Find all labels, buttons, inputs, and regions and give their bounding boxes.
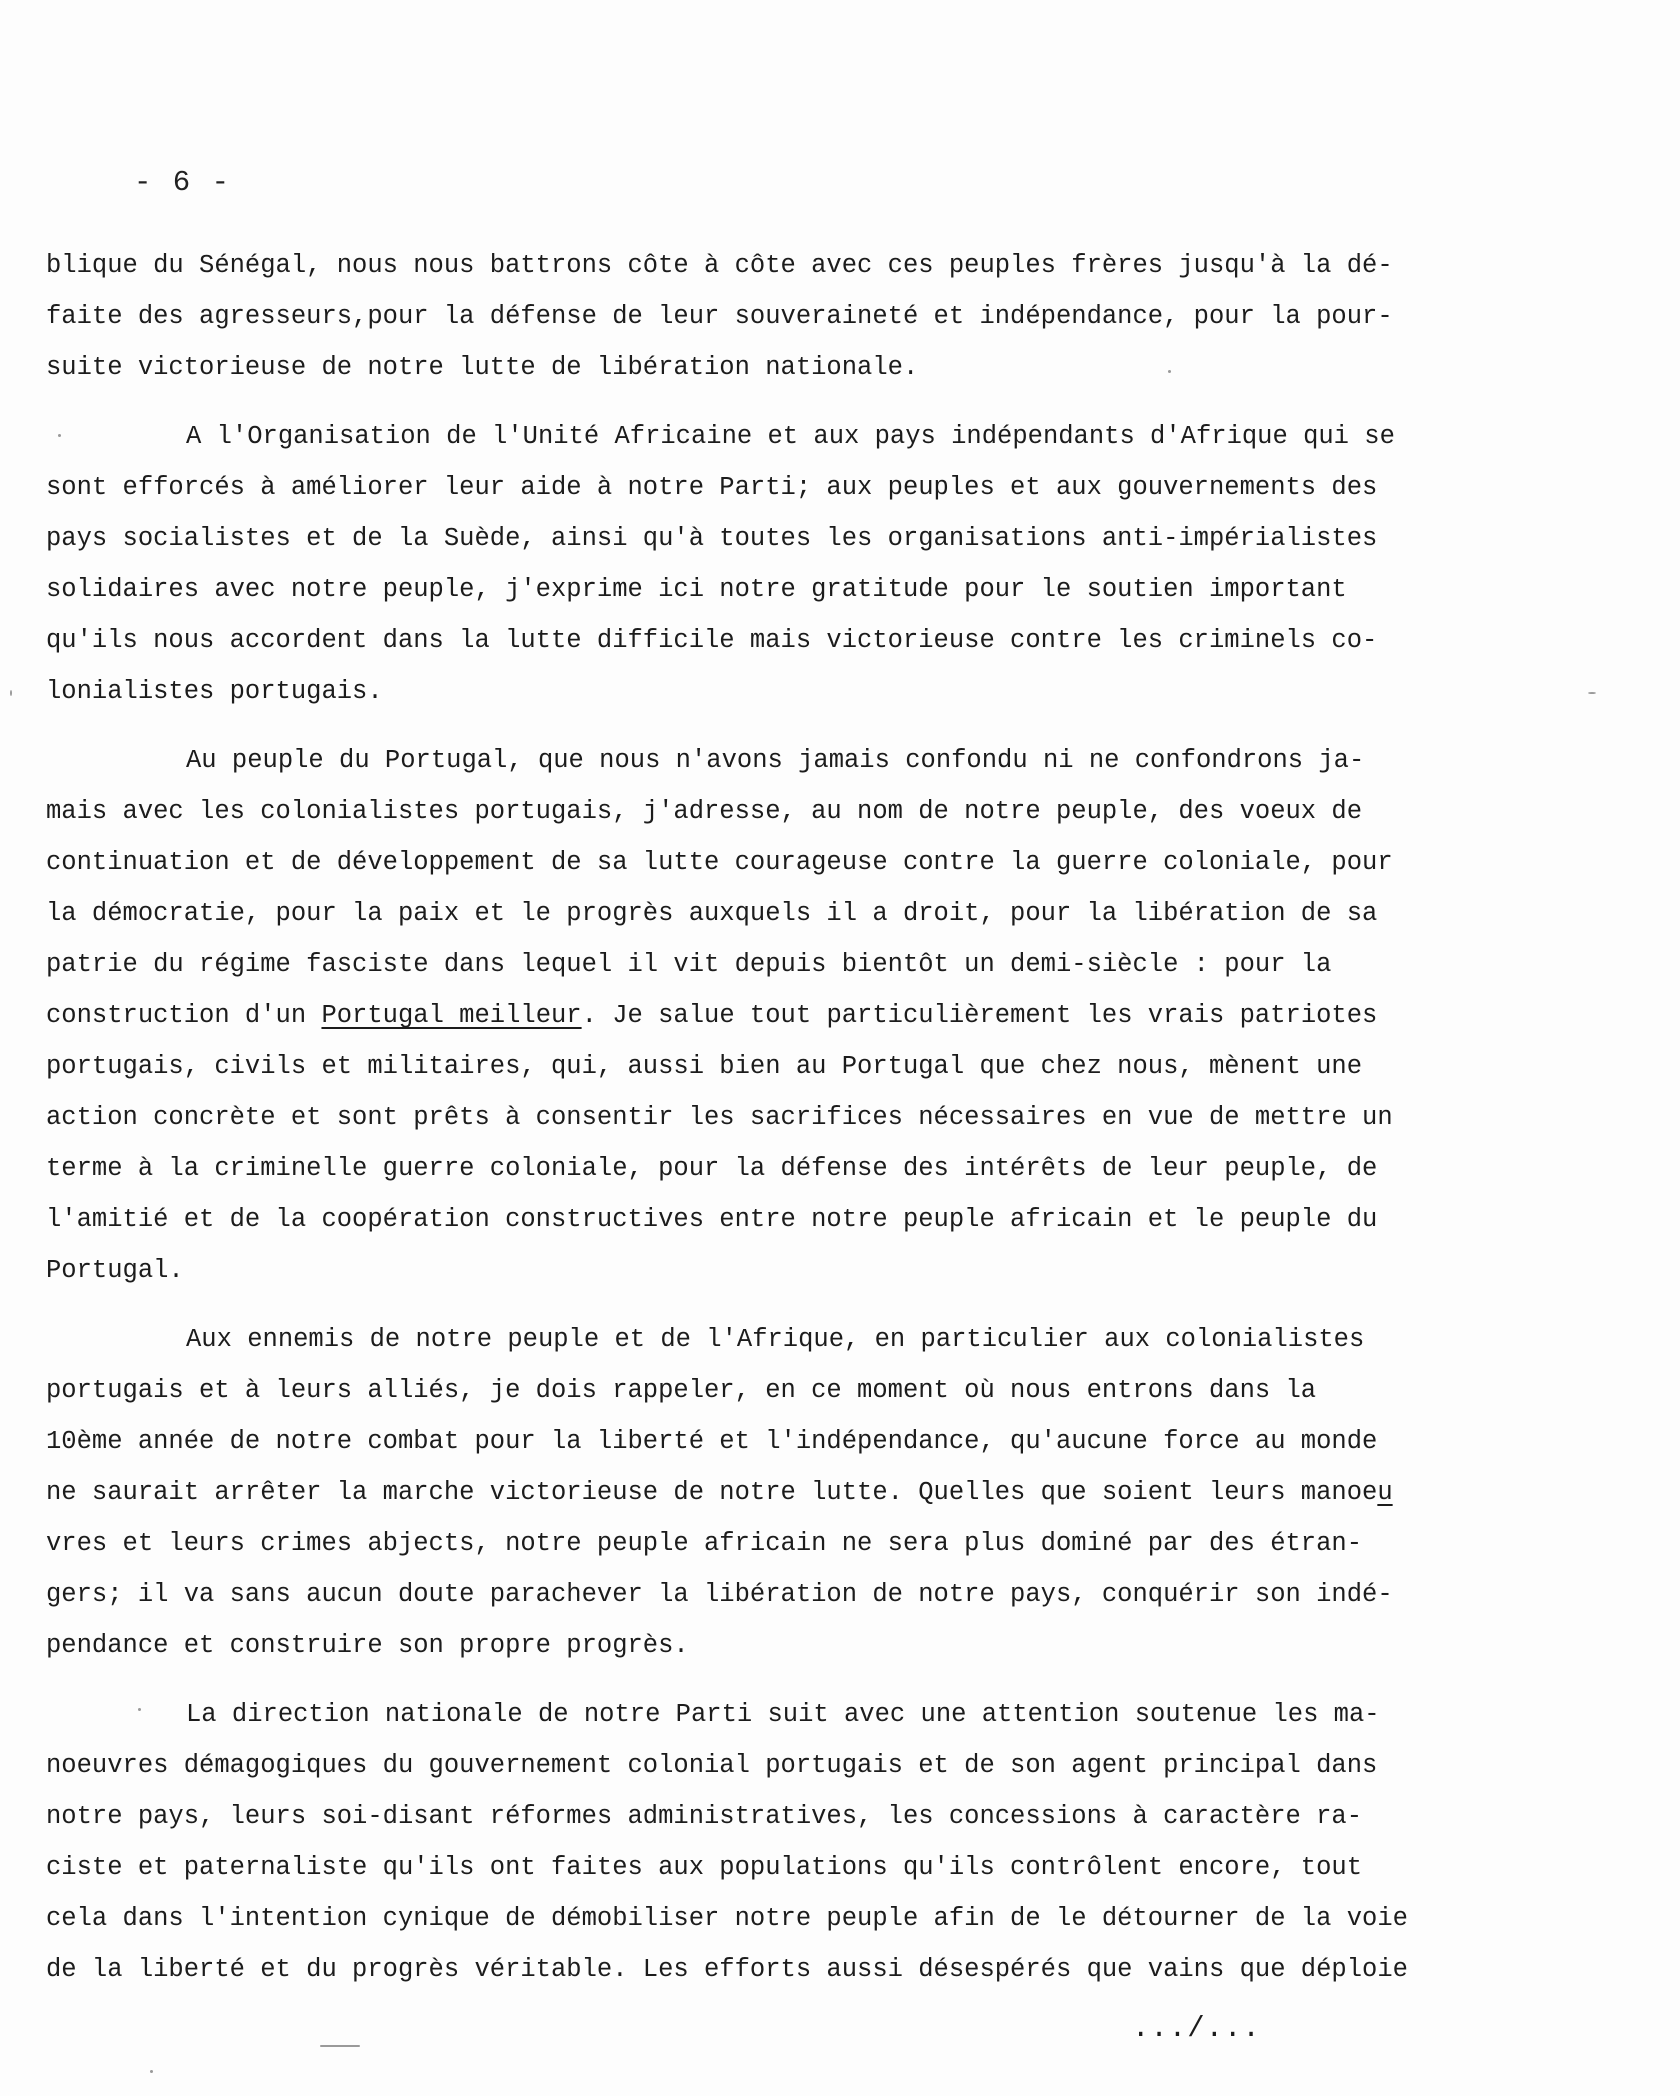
text-line: noeuvres démagogiques du gouvernement colonial portugais et de son agent principal dans [46,1751,1378,1780]
paragraph-4 [46,1314,1466,1671]
text-line: La direction nationale de notre Parti suit avec une attention soutenue les ma- [186,1700,1380,1729]
text-line: faite des agresseurs,pour la défense de leur souveraineté et indépendance, pour la pour- [46,302,1393,331]
scan-speck [1168,370,1171,373]
paragraph-2 [46,411,1466,717]
scan-speck [1588,692,1596,694]
text-line: lonialistes portugais. [46,677,383,706]
text-line: Portugal. [46,1256,184,1285]
text-line: portugais et à leurs alliés, je dois rappeler, en ce moment où nous entrons dans la [46,1376,1317,1405]
text-line: mais avec les colonialistes portugais, j'adresse, au nom de notre peuple, des voeux de [46,797,1363,826]
text-line: cela dans l'intention cynique de démobiliser notre peuple afin de le détourner de la voie [46,1904,1408,1933]
text-fragment: . Je salue tout particulièrement les vrais patriotes [581,1001,1378,1030]
text-line: Aux ennemis de notre peuple et de l'Afrique, en particulier aux colonialistes [186,1325,1365,1354]
text-line: notre pays, leurs soi-disant réformes administratives, les concessions à caractère ra- [46,1802,1363,1831]
paragraph-3 [46,735,1466,1296]
text-line-with-underline [46,990,1466,1041]
text-line: action concrète et sont prêts à consentir les sacrifices nécessaires en vue de mettre un [46,1103,1393,1132]
text-line: de la liberté et du progrès véritable. Les efforts aussi désespérés que vains que déploie [46,1955,1408,1984]
continued-mark: .../... [1132,2012,1261,2045]
underlined-phrase: Portugal meilleur [321,1001,582,1030]
text-line: la démocratie, pour la paix et le progrès auxquels il a droit, pour la libération de sa [46,899,1378,928]
body-text [46,240,1466,2013]
text-line: gers; il va sans aucun doute parachever la libération de notre pays, conquérir son indé- [46,1580,1393,1609]
scan-speck [150,2070,153,2073]
scan-speck [320,2045,360,2047]
text-line: sont efforcés à améliorer leur aide à notre Parti; aux peuples et aux gouvernements des [46,473,1378,502]
text-line: 10ème année de notre combat pour la liberté et l'indépendance, qu'aucune force au monde [46,1427,1378,1456]
text-line: l'amitié et de la coopération constructives entre notre peuple africain et le peuple du [46,1205,1378,1234]
text-line: A l'Organisation de l'Unité Africaine et aux pays indépendants d'Afrique qui se [186,422,1395,451]
text-line: vres et leurs crimes abjects, notre peuple africain ne sera plus dominé par des étran- [46,1529,1363,1558]
paragraph-5 [46,1689,1466,1995]
text-line: solidaires avec notre peuple, j'exprime ici notre gratitude pour le soutien important [46,575,1347,604]
page-number: - 6 - [134,166,232,199]
text-line-with-underline [46,1467,1466,1518]
text-line: portugais, civils et militaires, qui, aussi bien au Portugal que chez nous, mènent une [46,1052,1363,1081]
underlined-letter: u [1377,1478,1393,1507]
text-line: pays socialistes et de la Suède, ainsi qu'à toutes les organisations anti-impérialistes [46,524,1378,553]
text-fragment: construction d'un [46,1001,322,1030]
scan-speck [10,690,12,696]
scan-speck [58,434,61,437]
text-line: terme à la criminelle guerre coloniale, pour la défense des intérêts de leur peuple, de [46,1154,1378,1183]
scan-speck [138,1708,141,1711]
text-line: pendance et construire son propre progrès. [46,1631,689,1660]
paragraph-1 [46,240,1466,393]
text-line: patrie du régime fasciste dans lequel il vit depuis bientôt un demi-siècle : pour la [46,950,1332,979]
text-line: Au peuple du Portugal, que nous n'avons jamais confondu ni ne confondrons ja- [186,746,1365,775]
text-line: qu'ils nous accordent dans la lutte difficile mais victorieuse contre les criminels co- [46,626,1378,655]
text-line: continuation et de développement de sa lutte courageuse contre la guerre coloniale, pour [46,848,1393,877]
text-line: blique du Sénégal, nous nous battrons côte à côte avec ces peuples frères jusqu'à la dé- [46,251,1393,280]
text-line: suite victorieuse de notre lutte de libération nationale. [46,353,919,382]
text-fragment: ne saurait arrêter la marche victorieuse de notre lutte. Quelles que soient leurs manoe [46,1478,1378,1507]
text-line: ciste et paternaliste qu'ils ont faites aux populations qu'ils contrôlent encore, tout [46,1853,1363,1882]
